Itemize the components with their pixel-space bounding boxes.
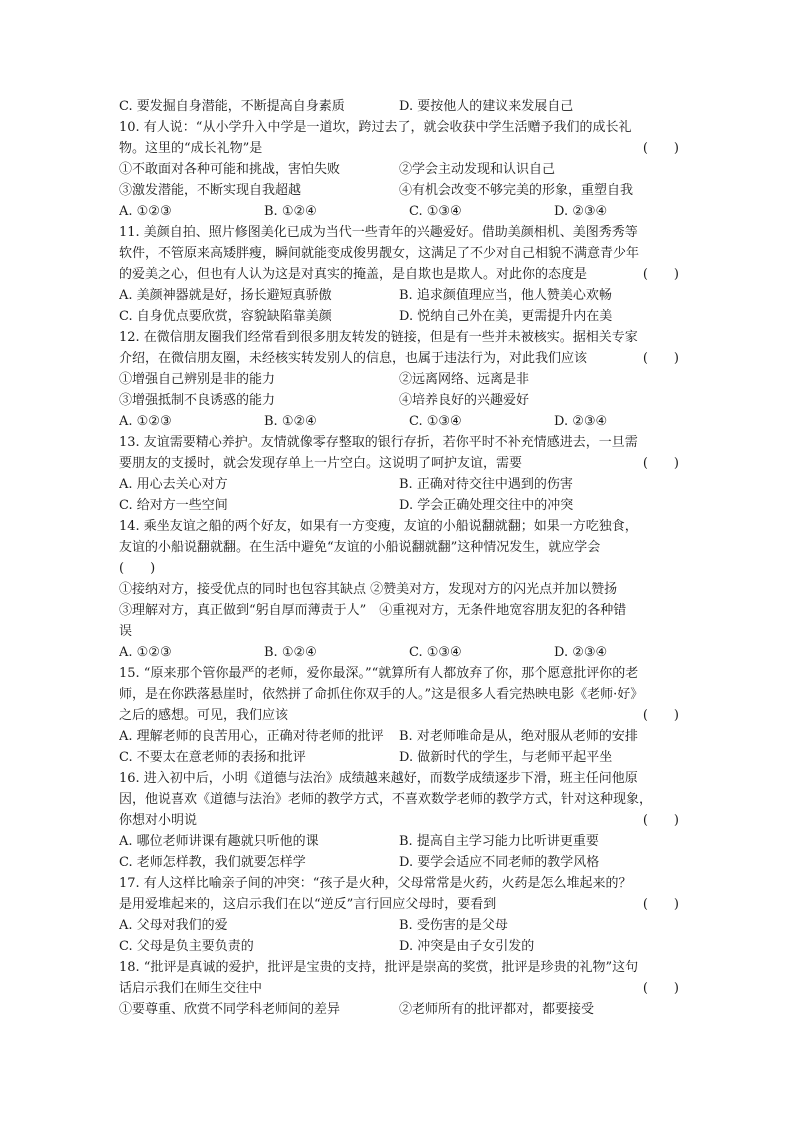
q18-stem-line: 18. “批评是真诚的爱护，批评是宝贵的支持，批评是崇高的奖赏，批评是珍贵的礼物”这句 [119, 960, 639, 975]
q10-stem-line: 10. 有人说：“从小学升入中学是一道坎，跨过去了，就会收获中学生活赠予我们的成长礼 [119, 120, 632, 135]
q11-option-d: D. 悦纳自己外在美，更需提升内在美 [399, 309, 613, 324]
q10-option-d: D. ②③④ [554, 204, 608, 219]
q12-item: ③增强抵制不良诱惑的能力 [119, 393, 276, 408]
q17-option-d: D. 冲突是由子女引发的 [399, 939, 535, 954]
question-13 [119, 432, 679, 516]
q13-stem-line: 13. 友谊需要精心养护。友情就像零存整取的银行存折，若你平时不补充情感进去，一旦需 [119, 435, 638, 450]
q16-stem-line: 16. 进入初中后，小明《道德与法治》成绩越来越好，而数学成绩逐步下滑，班主任问他原 [119, 771, 638, 786]
q12-item: ④培养良好的兴趣爱好 [399, 393, 530, 408]
q14-stem-line: 14. 乘坐友谊之船的两个好友，如果有一方变瘦，友谊的小船说翻就翻；如果一方吃独食， [119, 519, 638, 534]
answer-blank: ( ) [642, 267, 679, 282]
q17-stem-line: 17. 有人这样比喻亲子间的冲突：“孩子是火种，父母常常是火药，火药是怎么堆起来的？ [119, 876, 632, 891]
q13-options-row [119, 495, 679, 516]
q13-stem-line: 要朋友的支援时，就会发现存单上一片空白。这说明了呵护友谊，需要 ( ) [119, 453, 679, 474]
question-11 [119, 222, 679, 327]
q15-option-c: C. 不要太在意老师的表扬和批评 [119, 750, 306, 765]
q10-option-a: A. ①②③ [119, 204, 172, 219]
q10-items-row [119, 159, 679, 180]
q14-stem-line: 友谊的小船说翻就翻。在生活中避免“友谊的小船说翻就翻”这种情况发生，就应学会 [119, 540, 601, 555]
q16-option-c: C. 老师怎样教，我们就要怎样学 [119, 855, 306, 870]
question-15 [119, 663, 679, 768]
q11-stem-line: 的爱美之心，但也有人认为这是对真实的掩盖，是自欺也是欺人。对此你的态度是 ( ) [119, 264, 679, 285]
q13-option-c: C. 给对方一些空间 [119, 498, 228, 513]
q16-option-b: B. 提高自主学习能力比听讲更重要 [399, 834, 599, 849]
q12-option-a: A. ①②③ [119, 414, 172, 429]
q12-items-row [119, 369, 679, 390]
q16-stem-line: 你想对小明说 ( ) [119, 810, 679, 831]
q13-option-a: A. 用心去关心对方 [119, 477, 228, 492]
answer-blank: ( ) [642, 897, 679, 912]
q10-options-row [119, 201, 679, 222]
q18-items-row [119, 999, 679, 1020]
q15-option-a: A. 理解老师的良苦用心，正确对待老师的批评 [119, 729, 384, 744]
q17-stem-line: 是用爱堆起来的，这启示我们在以“逆反”言行回应父母时，要看到 ( ) [119, 894, 679, 915]
q11-option-b: B. 追求颜值理应当，他人赞美心欢畅 [399, 288, 612, 303]
answer-blank: ( ) [642, 981, 679, 996]
q14-options-row [119, 642, 679, 663]
answer-blank: ( ) [642, 813, 679, 828]
q12-options-row [119, 411, 679, 432]
q17-options-row [119, 915, 679, 936]
q17-options-row [119, 936, 679, 957]
q11-options-row [119, 306, 679, 327]
q15-options-row [119, 747, 679, 768]
question-10 [119, 117, 679, 222]
question-17 [119, 873, 679, 957]
q12-option-b: B. ①②④ [264, 414, 317, 429]
question-18 [119, 957, 679, 1020]
q14-option-b: B. ①②④ [264, 645, 317, 660]
q17-option-c: C. 父母是负主要负责的 [119, 939, 254, 954]
q11-stem-line: 软件，不管原来高矮胖瘦，瞬间就能变成俊男靓女，这满足了不少对自己相貌不满意青少年 [119, 246, 640, 261]
q13-option-b: B. 正确对待交往中遇到的伤害 [399, 477, 573, 492]
question-list [119, 96, 679, 1020]
q9-option-c: C. 要发掘自身潜能，不断提高自身素质 [119, 99, 345, 114]
q10-item: ③激发潜能，不断实现自我超越 [119, 183, 302, 198]
q14-item: ③理解对方，真正做到“躬自厚而薄责于人” ④重视对方，无条件地宽容朋友犯的各种错 [119, 603, 627, 618]
q16-stem-line: 因，他说喜欢《道德与法治》老师的教学方式，不喜欢数学老师的教学方式，针对这种现象， [119, 792, 653, 807]
q15-stem-line: 15. “原来那个管你最严的老师，爱你最深。”“就算所有人都放弃了你，那个愿意批评你的老 [119, 666, 639, 681]
q11-option-a: A. 美颜神器就是好，扬长避短真骄傲 [119, 288, 332, 303]
q12-item: ①增强自己辨别是非的能力 [119, 372, 276, 387]
q12-items-row [119, 390, 679, 411]
q14-item: 误 [119, 624, 133, 639]
q15-stem-line: 之后的感想。可见，我们应该 ( ) [119, 705, 679, 726]
answer-blank: ( ) [642, 456, 679, 471]
q10-stem-line: 物。这里的“成长礼物”是 ( ) [119, 138, 679, 159]
q15-options-row [119, 726, 679, 747]
q14-option-a: A. ①②③ [119, 645, 172, 660]
q12-stem-line: 12. 在微信朋友圈我们经常看到很多朋友转发的链接，但是有一些并未被核实。据相关专家 [119, 330, 638, 345]
q10-option-c: C. ①③④ [409, 204, 462, 219]
q11-stem-line: 11. 美颜自拍、照片修图美化已成为当代一些青年的兴趣爱好。借助美颜相机、美图秀秀等 [119, 225, 638, 240]
q9-options-row [119, 96, 679, 117]
q17-option-a: A. 父母对我们的爱 [119, 918, 228, 933]
q16-option-d: D. 要学会适应不同老师的教学风格 [399, 855, 600, 870]
q12-option-d: D. ②③④ [554, 414, 608, 429]
answer-blank: ( ) [642, 708, 679, 723]
q18-stem-line: 话启示我们在师生交往中 ( ) [119, 978, 679, 999]
q15-stem-line: 师，是在你跌落悬崖时，依然拼了命抓住你双手的人。”这是很多人看完热映电影《老师·好》 [119, 687, 644, 702]
q12-item: ②远离网络、远离是非 [399, 372, 530, 387]
q9-option-d: D. 要按他人的建议来发展自己 [399, 99, 574, 114]
q13-options-row [119, 474, 679, 495]
q16-options-row [119, 852, 679, 873]
question-12 [119, 327, 679, 432]
answer-blank: ( ) [642, 141, 679, 156]
q15-option-d: D. 做新时代的学生，与老师平起平坐 [399, 750, 613, 765]
q10-item: ④有机会改变不够完美的形象，重塑自我 [399, 183, 634, 198]
q14-option-c: C. ①③④ [409, 645, 462, 660]
question-14 [119, 516, 679, 663]
answer-blank: ( ) [642, 351, 679, 366]
q14-item: ①接纳对方，接受优点的同时也包容其缺点 ②赞美对方，发现对方的闪光点并加以赞扬 [119, 582, 618, 597]
q10-option-b: B. ①②④ [264, 204, 317, 219]
q12-option-c: C. ①③④ [409, 414, 462, 429]
q18-item: ②老师所有的批评都对，都要接受 [399, 1002, 595, 1017]
q10-item: ①不敢面对各种可能和挑战，害怕失败 [119, 162, 341, 177]
q11-options-row [119, 285, 679, 306]
q10-items-row [119, 180, 679, 201]
answer-blank: ( ) [119, 561, 156, 576]
q17-option-b: B. 受伤害的是父母 [399, 918, 508, 933]
q15-option-b: B. 对老师唯命是从，绝对服从老师的安排 [399, 729, 638, 744]
q16-option-a: A. 哪位老师讲课有趣就只听他的课 [119, 834, 319, 849]
q18-item: ①要尊重、欣赏不同学科老师间的差异 [119, 1002, 341, 1017]
q10-item: ②学会主动发现和认识自己 [399, 162, 556, 177]
question-16 [119, 768, 679, 873]
q12-stem-line: 介绍，在微信朋友圈，未经核实转发别人的信息，也属于违法行为，对此我们应该 ( ) [119, 348, 679, 369]
q13-option-d: D. 学会正确处理交往中的冲突 [399, 498, 574, 513]
q16-options-row [119, 831, 679, 852]
q14-option-d: D. ②③④ [554, 645, 608, 660]
q11-option-c: C. 自身优点要欣赏，容貌缺陷靠美颜 [119, 309, 332, 324]
